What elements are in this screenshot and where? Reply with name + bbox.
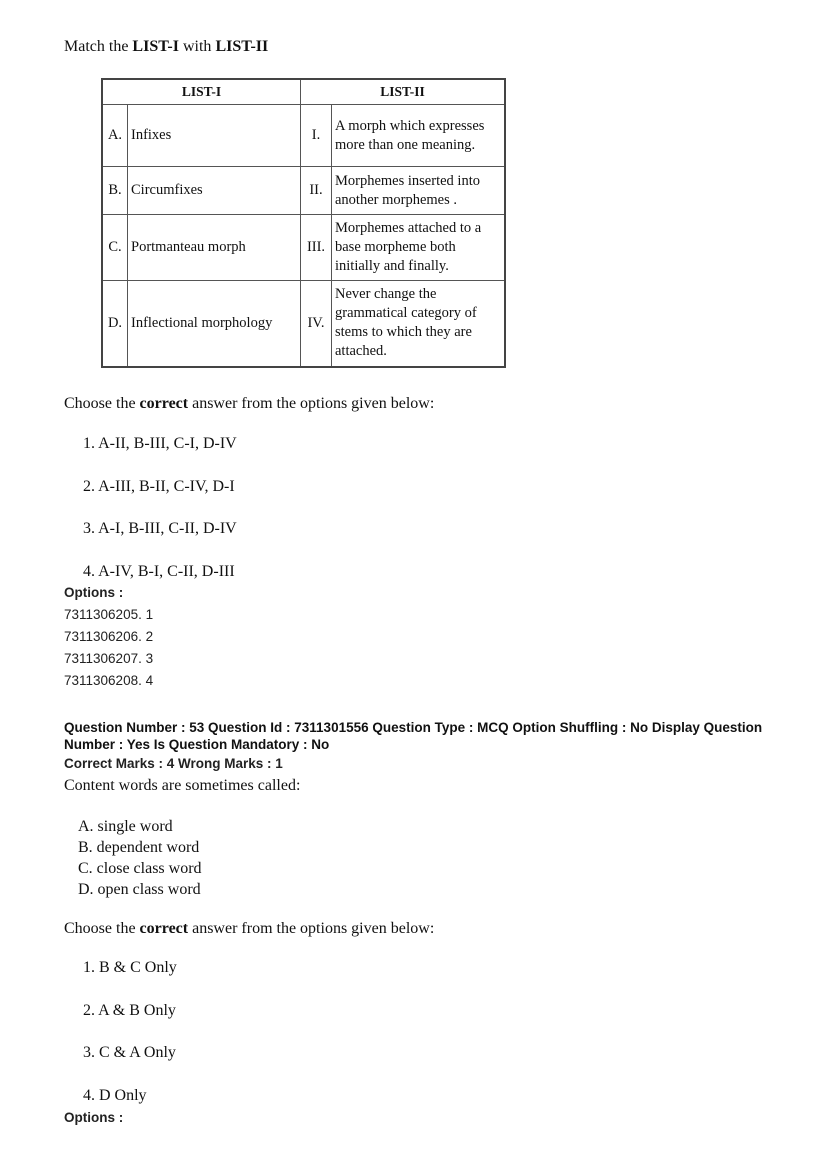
row-desc: A morph which expresses more than one meaning. <box>332 105 506 167</box>
statement-item: B. dependent word <box>78 839 200 856</box>
answer-option-2: 2. A-III, B-II, C-IV, D-I <box>83 478 235 495</box>
statement-item: A. single word <box>78 818 173 835</box>
row-letter: C. <box>102 215 128 281</box>
table-row <box>102 281 505 367</box>
question-text: Content words are sometimes called: <box>64 777 301 794</box>
row-roman: I. <box>301 105 332 167</box>
row-desc: Morphemes attached to a base morpheme both initially and finally. <box>332 215 506 281</box>
statement-list <box>78 816 202 900</box>
row-letter: D. <box>102 281 128 367</box>
answer-option-4: 4. D Only <box>83 1087 147 1104</box>
option-id-4: 7311306208. 4 <box>64 673 154 688</box>
answer-option-1: 1. B & C Only <box>83 959 177 976</box>
question-info-line-1: Question Number : 53 Question Id : 7311301556 Question Type : MCQ Option Shuffling : No Display Question <box>64 720 763 735</box>
table-row <box>102 167 505 215</box>
table-header <box>102 79 505 105</box>
row-roman: III. <box>301 215 332 281</box>
option-id-1: 7311306205. 1 <box>64 607 154 622</box>
row-letter: A. <box>102 105 128 167</box>
answer-option-3: 3. A-I, B-III, C-II, D-IV <box>83 520 237 537</box>
marks-info: Correct Marks : 4 Wrong Marks : 1 <box>64 756 283 771</box>
answer-option-1: 1. A-II, B-III, C-I, D-IV <box>83 435 237 452</box>
row-term: Circumfixes <box>128 167 301 215</box>
table-row <box>102 215 505 281</box>
statement-item: C. close class word <box>78 860 202 877</box>
row-letter: B. <box>102 167 128 215</box>
row-roman: II. <box>301 167 332 215</box>
row-term: Portmanteau morph <box>128 215 301 281</box>
options-label: Options : <box>64 585 124 600</box>
row-desc: Never change the grammatical category of stems to which they are attached. <box>332 281 506 367</box>
match-table <box>101 78 506 368</box>
row-roman: IV. <box>301 281 332 367</box>
options-label: Options : <box>64 1110 124 1125</box>
answer-option-2: 2. A & B Only <box>83 1002 176 1019</box>
list-i-header: LIST-I <box>102 79 301 105</box>
list-ii-header: LIST-II <box>301 79 506 105</box>
answer-option-4: 4. A-IV, B-I, C-II, D-III <box>83 563 235 580</box>
choose-instruction: Choose the correct answer from the options given below: <box>64 920 435 937</box>
question-info <box>64 719 784 753</box>
question-title: Match the LIST-I with LIST-II <box>64 38 269 55</box>
row-term: Infixes <box>128 105 301 167</box>
option-id-2: 7311306206. 2 <box>64 629 154 644</box>
row-term: Inflectional morphology <box>128 281 301 367</box>
table-row <box>102 105 505 167</box>
choose-instruction: Choose the correct answer from the options given below: <box>64 395 435 412</box>
answer-option-3: 3. C & A Only <box>83 1044 176 1061</box>
statement-item: D. open class word <box>78 881 201 898</box>
row-desc: Morphemes inserted into another morphemes . <box>332 167 506 215</box>
option-id-3: 7311306207. 3 <box>64 651 154 666</box>
question-info-line-2: Number : Yes Is Question Mandatory : No <box>64 737 330 752</box>
